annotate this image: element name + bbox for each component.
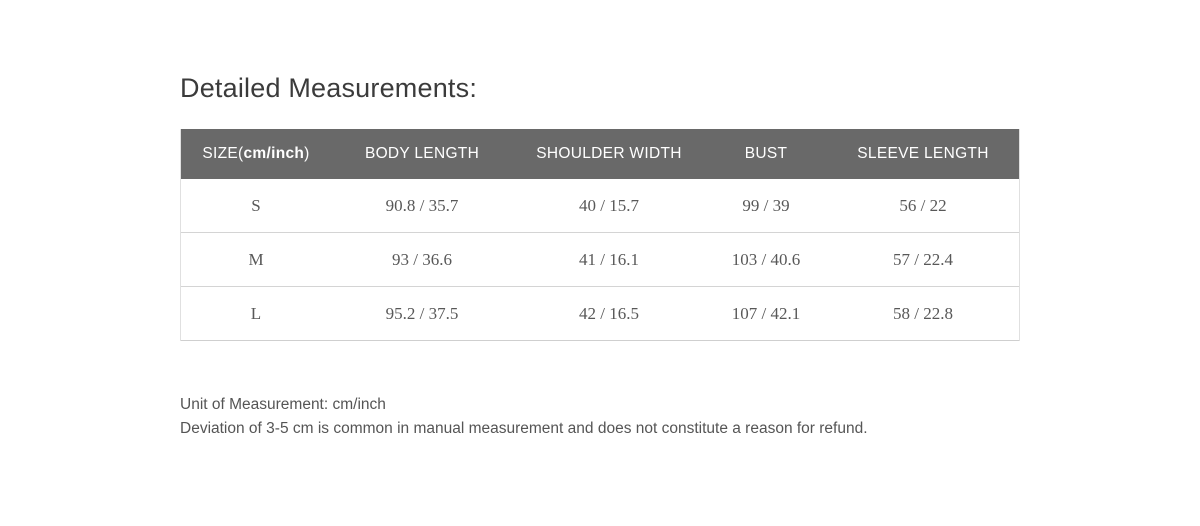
column-header-bust: BUST xyxy=(705,129,827,179)
column-header-sleeve-length: SLEEVE LENGTH xyxy=(827,129,1019,179)
cell-size: S xyxy=(181,179,331,233)
cell-bust: 99 / 39 xyxy=(705,179,827,233)
cell-shoulder-width: 42 / 16.5 xyxy=(513,287,705,341)
table-header xyxy=(181,129,1019,179)
column-header-body-length: BODY LENGTH xyxy=(331,129,513,179)
size-header-unit: cm/inch xyxy=(243,145,305,163)
table-row xyxy=(181,233,1019,287)
measurement-notes xyxy=(180,393,1020,441)
cell-bust: 107 / 42.1 xyxy=(705,287,827,341)
cell-size: M xyxy=(181,233,331,287)
cell-sleeve-length: 56 / 22 xyxy=(827,179,1019,233)
note-unit-of-measurement: Unit of Measurement: cm/inch xyxy=(180,396,386,414)
column-header-shoulder-width: SHOULDER WIDTH xyxy=(513,129,705,179)
table-header-row xyxy=(181,129,1019,179)
table-row xyxy=(181,179,1019,233)
cell-bust: 103 / 40.6 xyxy=(705,233,827,287)
table-body xyxy=(181,179,1019,341)
table-row xyxy=(181,287,1019,341)
cell-shoulder-width: 41 / 16.1 xyxy=(513,233,705,287)
size-header-prefix: SIZE( xyxy=(202,145,244,163)
note-deviation-disclaimer: Deviation of 3-5 cm is common in manual measurement and does not constitute a reason for refund. xyxy=(180,420,868,438)
size-chart-table xyxy=(181,129,1019,341)
cell-body-length: 90.8 / 35.7 xyxy=(331,179,513,233)
size-table-container xyxy=(180,129,1020,341)
cell-body-length: 93 / 36.6 xyxy=(331,233,513,287)
size-header-suffix: ) xyxy=(304,145,310,163)
cell-shoulder-width: 40 / 15.7 xyxy=(513,179,705,233)
cell-size: L xyxy=(181,287,331,341)
page-title: Detailed Measurements: xyxy=(180,73,478,103)
measurements-document xyxy=(180,0,1020,441)
cell-sleeve-length: 58 / 22.8 xyxy=(827,287,1019,341)
cell-sleeve-length: 57 / 22.4 xyxy=(827,233,1019,287)
column-header-size xyxy=(181,129,331,179)
cell-body-length: 95.2 / 37.5 xyxy=(331,287,513,341)
